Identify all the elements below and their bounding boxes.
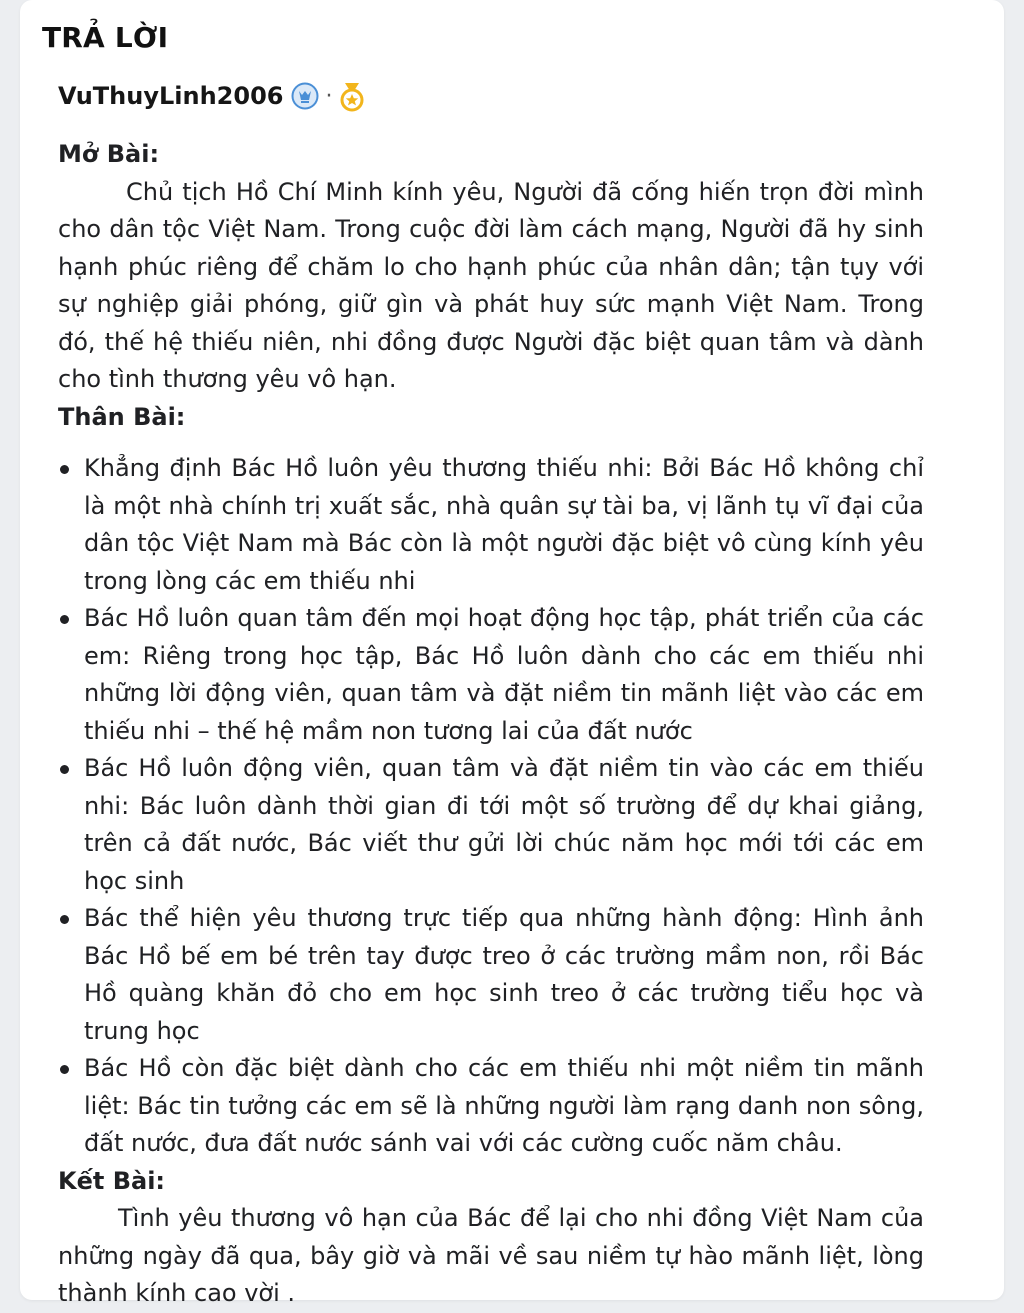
separator-dot: ·: [325, 83, 333, 109]
list-item: Bác Hồ còn đặc biệt dành cho các em thiếu nhi một niềm tin mãnh liệt: Bác tin tưởng các em sẽ là những người làm rạng danh non sông, đất nước, đưa đất nước sánh vai với các cường cuốc năm châu.: [58, 1050, 924, 1163]
author-row: [58, 78, 366, 114]
answer-card: [20, 0, 1004, 1307]
list-item: Bác Hồ luôn quan tâm đến mọi hoạt động học tập, phát triển của các em: Riêng trong học tập, Bác Hồ luôn dành cho các em thiếu nhi những lời động viên, quan tâm và đặt niềm tin mãnh liệt vào các em thiếu nhi – thế hệ mầm non tương lai của đất nước: [58, 600, 924, 750]
conclusion-paragraph: Tình yêu thương vô hạn của Bác để lại cho nhi đồng Việt Nam của những ngày đã qua, bây giờ và mãi về sau niềm tự hào mãnh liệt, lòng thành kính cao vời .: [58, 1204, 924, 1307]
body-points-list: [58, 450, 924, 1163]
answer-section-title: TRẢ LỜI: [42, 21, 169, 54]
rank-badge-icon[interactable]: [291, 82, 319, 110]
answer-content: [58, 136, 924, 1313]
author-name-link[interactable]: VuThuyLinh2006: [58, 82, 284, 110]
list-item: Bác thể hiện yêu thương trực tiếp qua những hành động: Hình ảnh Bác Hồ bế em bé trên tay được treo ở các trường mầm non, rồi Bác Hồ quàng khăn đỏ cho em học sinh treo ở các trường tiểu học và trung học: [58, 900, 924, 1050]
intro-paragraph: Chủ tịch Hồ Chí Minh kính yêu, Người đã cống hiến trọn đời mình cho dân tộc Việt Nam. Trong cuộc đời làm cách mạng, Người đã hy sinh hạnh phúc riêng để chăm lo cho hạnh phúc của nhân dân; tận tụy với sự nghiệp giải phóng, giữ gìn và phát huy sức mạnh Việt Nam. Trong đó, thế hệ thiếu niên, nhi đồng được Người đặc biệt quan tâm và dành cho tình thương yêu vô hạn.: [58, 177, 924, 393]
gold-medal-icon[interactable]: [338, 82, 366, 110]
body-heading: Thân Bài:: [58, 402, 186, 431]
conclusion-heading: Kết Bài:: [58, 1166, 166, 1195]
intro-heading: Mở Bài:: [58, 140, 160, 168]
list-item: Khẳng định Bác Hồ luôn yêu thương thiếu nhi: Bởi Bác Hồ không chỉ là một nhà chính trị xuất sắc, nhà quân sự tài ba, vị lãnh tụ vĩ đại của dân tộc Việt Nam mà Bác còn là một người đặc biệt vô cùng kính yêu trong lòng các em thiếu nhi: [58, 450, 924, 600]
list-item: Bác Hồ luôn động viên, quan tâm và đặt niềm tin vào các em thiếu nhi: Bác luôn dành thời gian đi tới một số trường để dự khai giảng, trên cả đất nước, Bác viết thư gửi lời chúc năm học mới tới các em học sinh: [58, 750, 924, 900]
